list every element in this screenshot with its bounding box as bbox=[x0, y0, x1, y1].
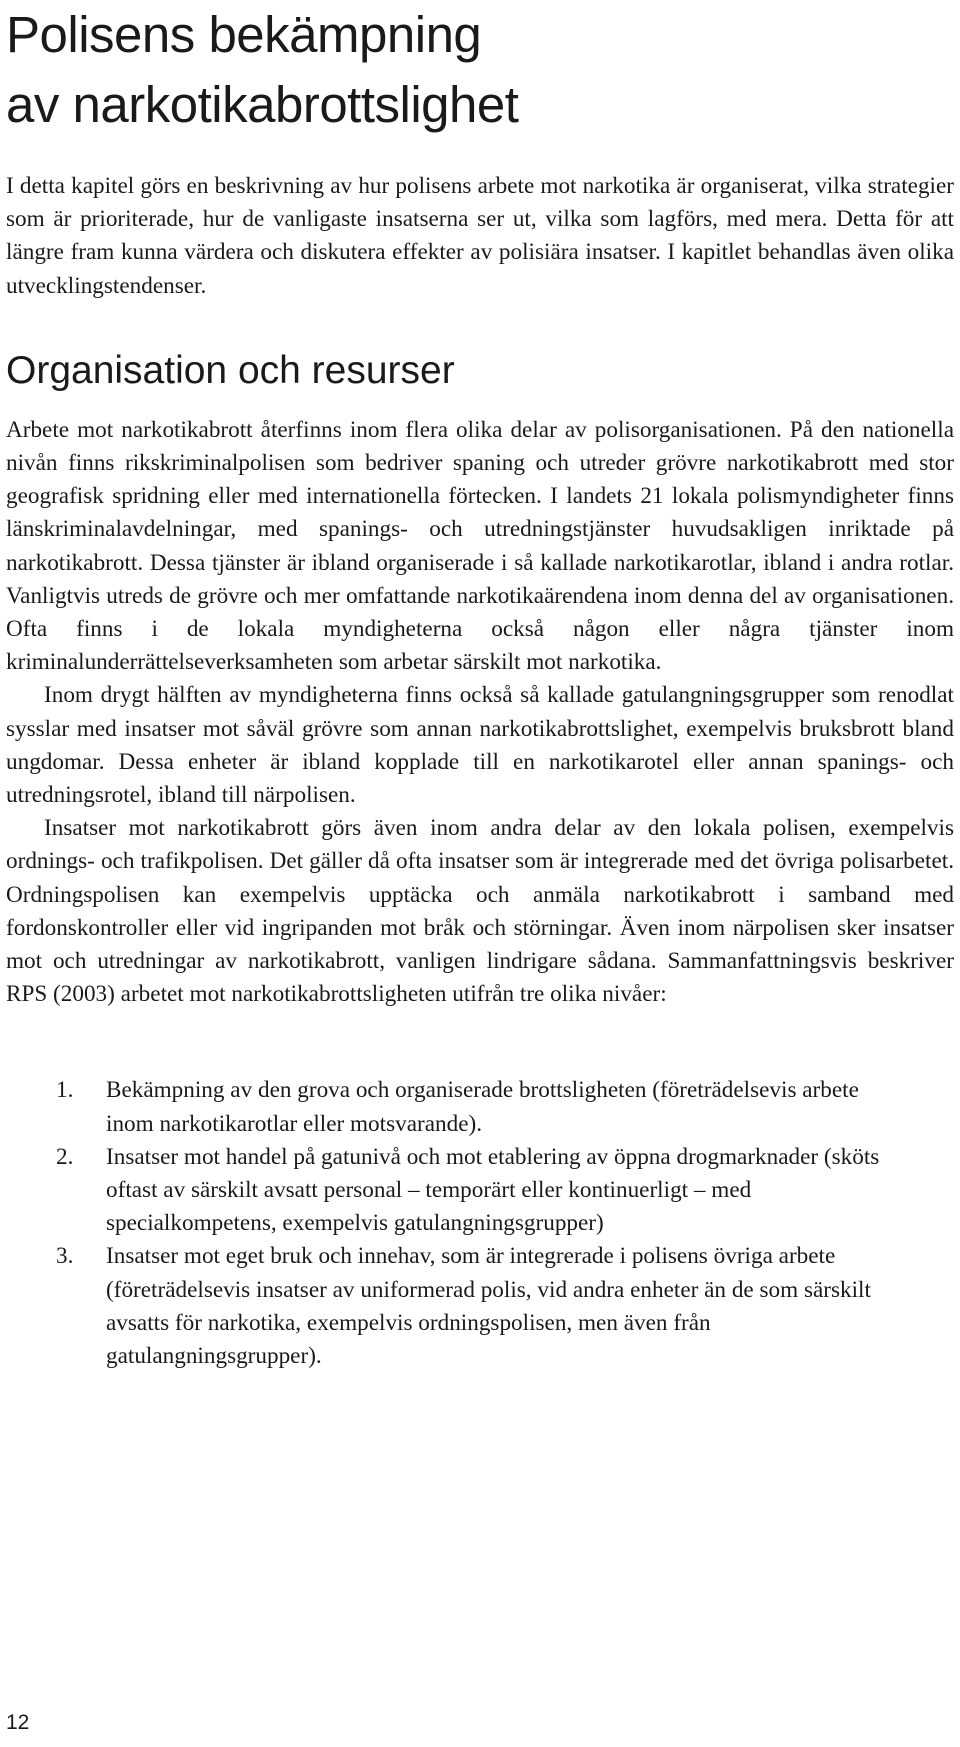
list-item-number: 2. bbox=[56, 1143, 74, 1170]
list-item bbox=[6, 1141, 906, 1241]
list-item-number: 1. bbox=[56, 1077, 74, 1104]
list-item-text: Insatser mot eget bruk och innehav, som är integrerade i polisens övriga arbete (företrädelsevis insatser av uniformerad polis, vid andra enheter än de som särskilt avsatts för narkotika, exempelvis ordningspolisen, men även från gatulangningsgrupper). bbox=[106, 1243, 871, 1370]
page-number: 12 bbox=[6, 1711, 30, 1734]
list-item bbox=[6, 1074, 906, 1140]
list-item-number: 3. bbox=[56, 1243, 74, 1270]
chapter-title-line-2: av narkotikabrottslighet bbox=[6, 76, 519, 133]
body-paragraph: Insatser mot narkotikabrott görs även inom andra delar av den lokala polisen, exempelvis ordnings- och trafikpolisen. Det gäller då ofta insatser som är integrerade med det övriga polisarbetet. Ordningspolisen kan exempelvis upptäcka och anmäla narkotikabrott i samband med fordonskontroller eller vid ingripanden mot bråk och störningar. Även inom närpolisen sker insatser mot och utredningar av narkotikabrott, vanligen lindrigare sådana. Sammanfattningsvis beskriver RPS (2003) arbetet mot narkotikabrottsligheten utifrån tre olika nivåer: bbox=[6, 815, 954, 1008]
levels-list bbox=[6, 1074, 954, 1373]
list-item bbox=[6, 1240, 906, 1373]
list-item-text: Insatser mot handel på gatunivå och mot etablering av öppna drogmarknader (sköts oftast av särskilt avsatt personal – temporärt eller kontinuerligt – med specialkompetens, exempelvis gatulangningsgrupper) bbox=[106, 1143, 880, 1237]
list-item-text: Bekämpning av den grova och organiserade brottsligheten (företrädelsevis arbete inom narkotikarotlar eller motsvarande). bbox=[106, 1077, 859, 1137]
document-page bbox=[6, 0, 954, 1373]
body-paragraph: Arbete mot narkotikabrott återfinns inom flera olika delar av polisorganisationen. På den nationella nivån finns rikskriminalpolisen som bedriver spaning och utreder grövre narkotikabrott med stor geografisk spridning eller med internationella förtecken. I landets 21 lokala polismyndigheter finns länskriminalavdelningar, med spanings- och utredningstjänster huvudsakligen inriktade på narkotikabrott. Dessa tjänster är ibland organiserade i så kallade narkotikarotlar, ibland i andra rotlar. Vanligtvis utreds de grövre och mer omfattande narkotikaärendena inom denna del av organisationen. Ofta finns i de lokala myndigheterna också någon eller några tjänster inom kriminalunderrättelseverksamheten som arbetar särskilt mot narkotika. bbox=[6, 416, 954, 676]
body-paragraph: Inom drygt hälften av myndigheterna finns också så kallade gatulangningsgrupper som renodlat sysslar med insatser mot såväl grövre som annan narkotikabrottslighet, exempelvis bruksbrott bland ungdomar. Dessa enheter är ibland kopplade till en narkotikarotel eller annan spanings- och utredningsrotel, ibland till närpolisen. bbox=[6, 682, 954, 809]
chapter-title-line-1: Polisens bekämpning bbox=[6, 6, 482, 63]
intro-paragraph: I detta kapitel görs en beskrivning av hur polisens arbete mot narkotika är organiserat, vilka strategier som är prioriterade, hur de vanligaste insatserna ser ut, vilka som lagförs, med mera. Detta för att längre fram kunna värdera och diskutera effekter av polisiära insatser. I kapitlet behandlas även olika utvecklingstendenser. bbox=[6, 173, 954, 299]
section-title: Organisation och resurser bbox=[6, 348, 455, 392]
chapter-title bbox=[6, 0, 954, 140]
